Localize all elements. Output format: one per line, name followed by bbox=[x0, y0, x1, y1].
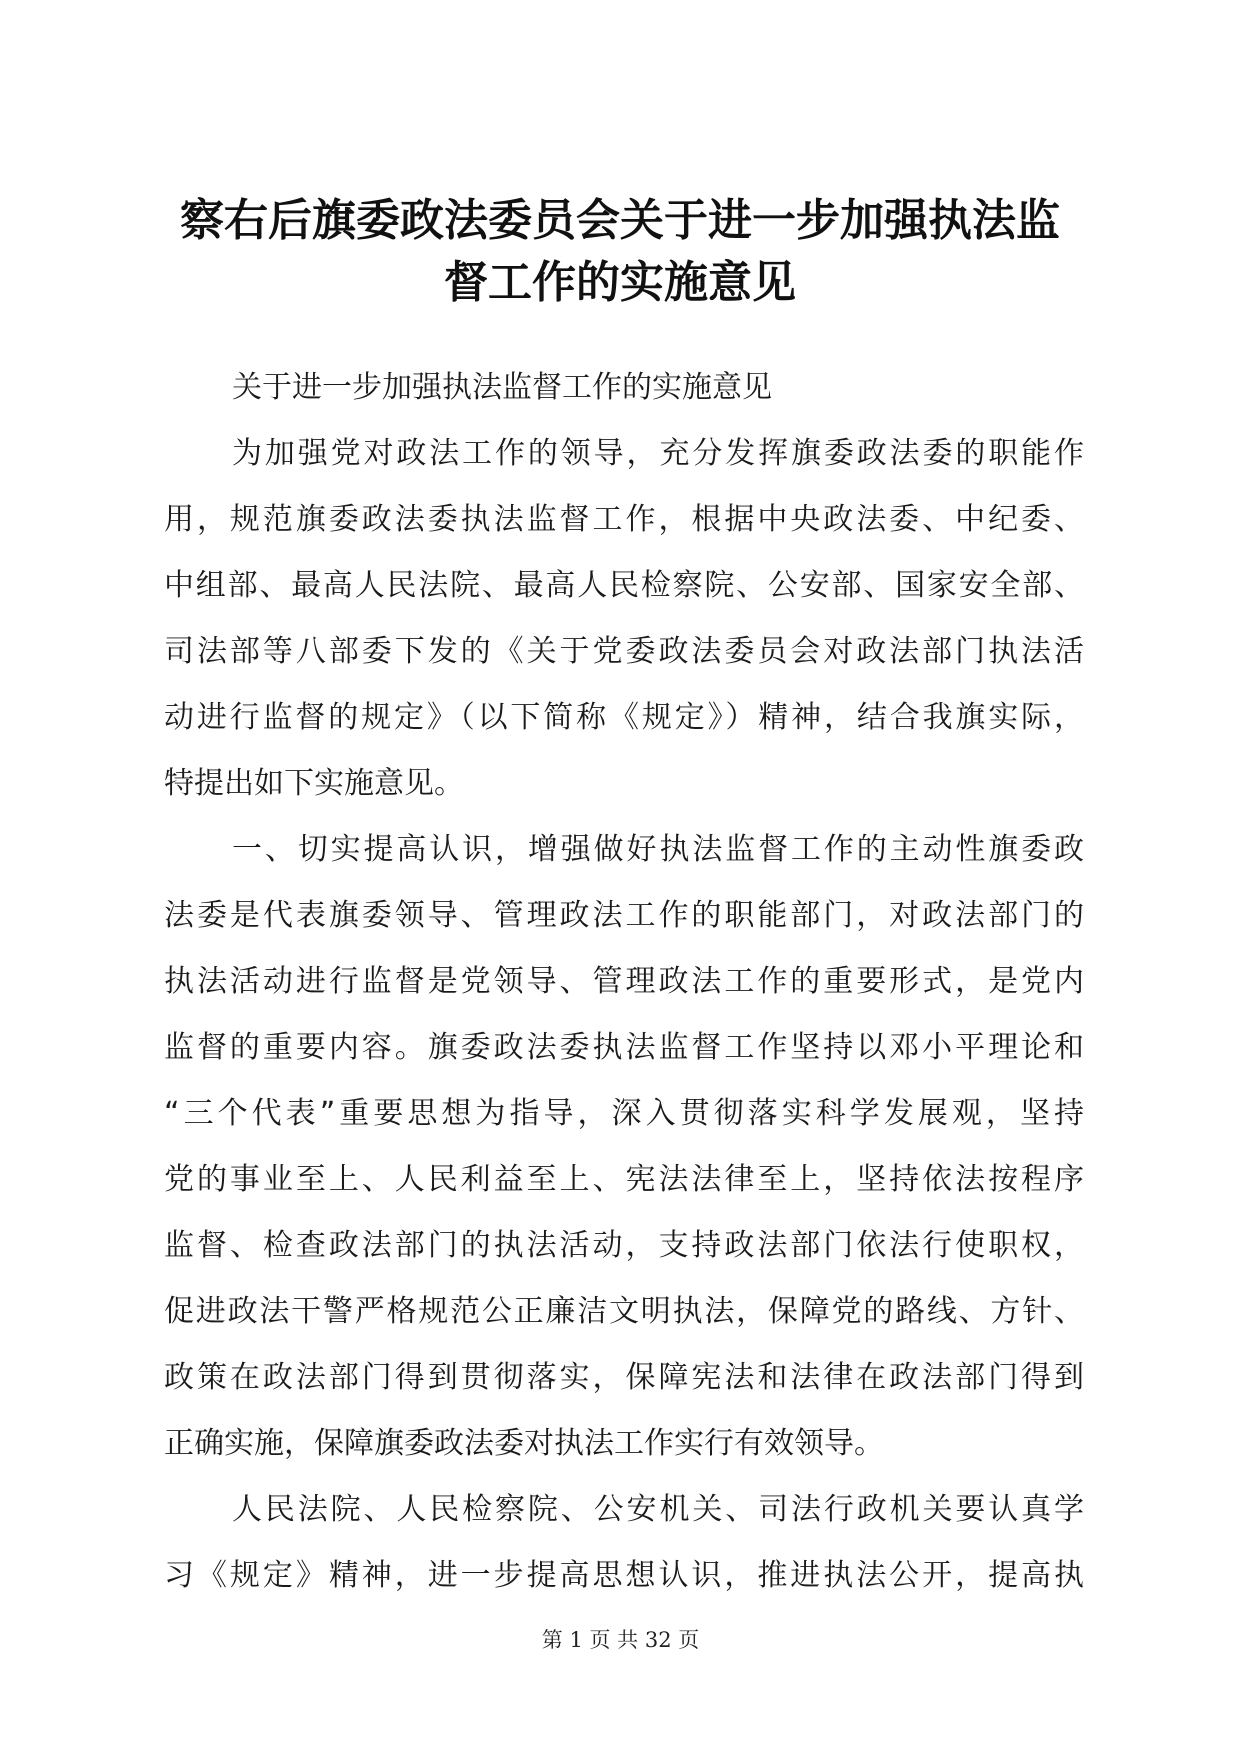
document-title bbox=[140, 190, 1100, 314]
paragraph-line: 促进政法干警严格规范公正廉洁文明执法，保障党的路线、方针、 bbox=[164, 1294, 1084, 1329]
paragraph-line: 党的事业至上、人民利益至上、宪法法律至上，坚持依法按程序 bbox=[164, 1162, 1084, 1197]
paragraph-line: 习《规定》精神，进一步提高思想认识，推进执法公开，提高执 bbox=[164, 1558, 1084, 1593]
paragraph-line: 特提出如下实施意见。 bbox=[164, 766, 464, 801]
paragraph-intro bbox=[164, 421, 1084, 817]
paragraph-line: 用，规范旗委政法委执法监督工作，根据中央政法委、中纪委、 bbox=[164, 502, 1084, 537]
paragraph-line: 动进行监督的规定》（以下简称《规定》）精神，结合我旗实际， bbox=[164, 700, 1084, 735]
paragraph-line: 司法部等八部委下发的《关于党委政法委员会对政法部门执法活 bbox=[164, 634, 1084, 669]
page-number-footer: 第 1 页 共 32 页 bbox=[541, 1628, 700, 1652]
paragraph-line: 一、切实提高认识，增强做好执法监督工作的主动性旗委政 bbox=[232, 832, 1084, 867]
paragraph-section-1 bbox=[164, 817, 1084, 1477]
paragraph-line: 监督的重要内容。旗委政法委执法监督工作坚持以邓小平理论和 bbox=[164, 1030, 1084, 1065]
paragraph-line: 正确实施，保障旗委政法委对执法工作实行有效领导。 bbox=[164, 1426, 884, 1461]
paragraph-line: “三个代表”重要思想为指导，深入贯彻落实科学发展观，坚持 bbox=[164, 1096, 1084, 1131]
paragraph-line: 执法活动进行监督是党领导、管理政法工作的重要形式，是党内 bbox=[164, 964, 1084, 999]
paragraph-line: 监督、检查政法部门的执法活动，支持政法部门依法行使职权， bbox=[164, 1228, 1084, 1263]
paragraph-line: 人民法院、人民检察院、公安机关、司法行政机关要认真学 bbox=[232, 1492, 1084, 1527]
paragraph-subtitle bbox=[164, 355, 1084, 421]
paragraph-line: 关于进一步加强执法监督工作的实施意见 bbox=[232, 370, 772, 405]
document-body bbox=[164, 355, 1084, 1609]
title-line: 察右后旗委政法委员会关于进一步加强执法监 bbox=[180, 195, 1060, 246]
paragraph-line: 法委是代表旗委领导、管理政法工作的职能部门，对政法部门的 bbox=[164, 898, 1084, 933]
title-line: 督工作的实施意见 bbox=[444, 257, 796, 308]
paragraph-line: 政策在政法部门得到贯彻落实，保障宪法和法律在政法部门得到 bbox=[164, 1360, 1084, 1395]
paragraph-line: 中组部、最高人民法院、最高人民检察院、公安部、国家安全部、 bbox=[164, 568, 1084, 603]
paragraph-section-1-cont bbox=[164, 1477, 1084, 1609]
paragraph-line: 为加强党对政法工作的领导，充分发挥旗委政法委的职能作 bbox=[232, 436, 1084, 471]
